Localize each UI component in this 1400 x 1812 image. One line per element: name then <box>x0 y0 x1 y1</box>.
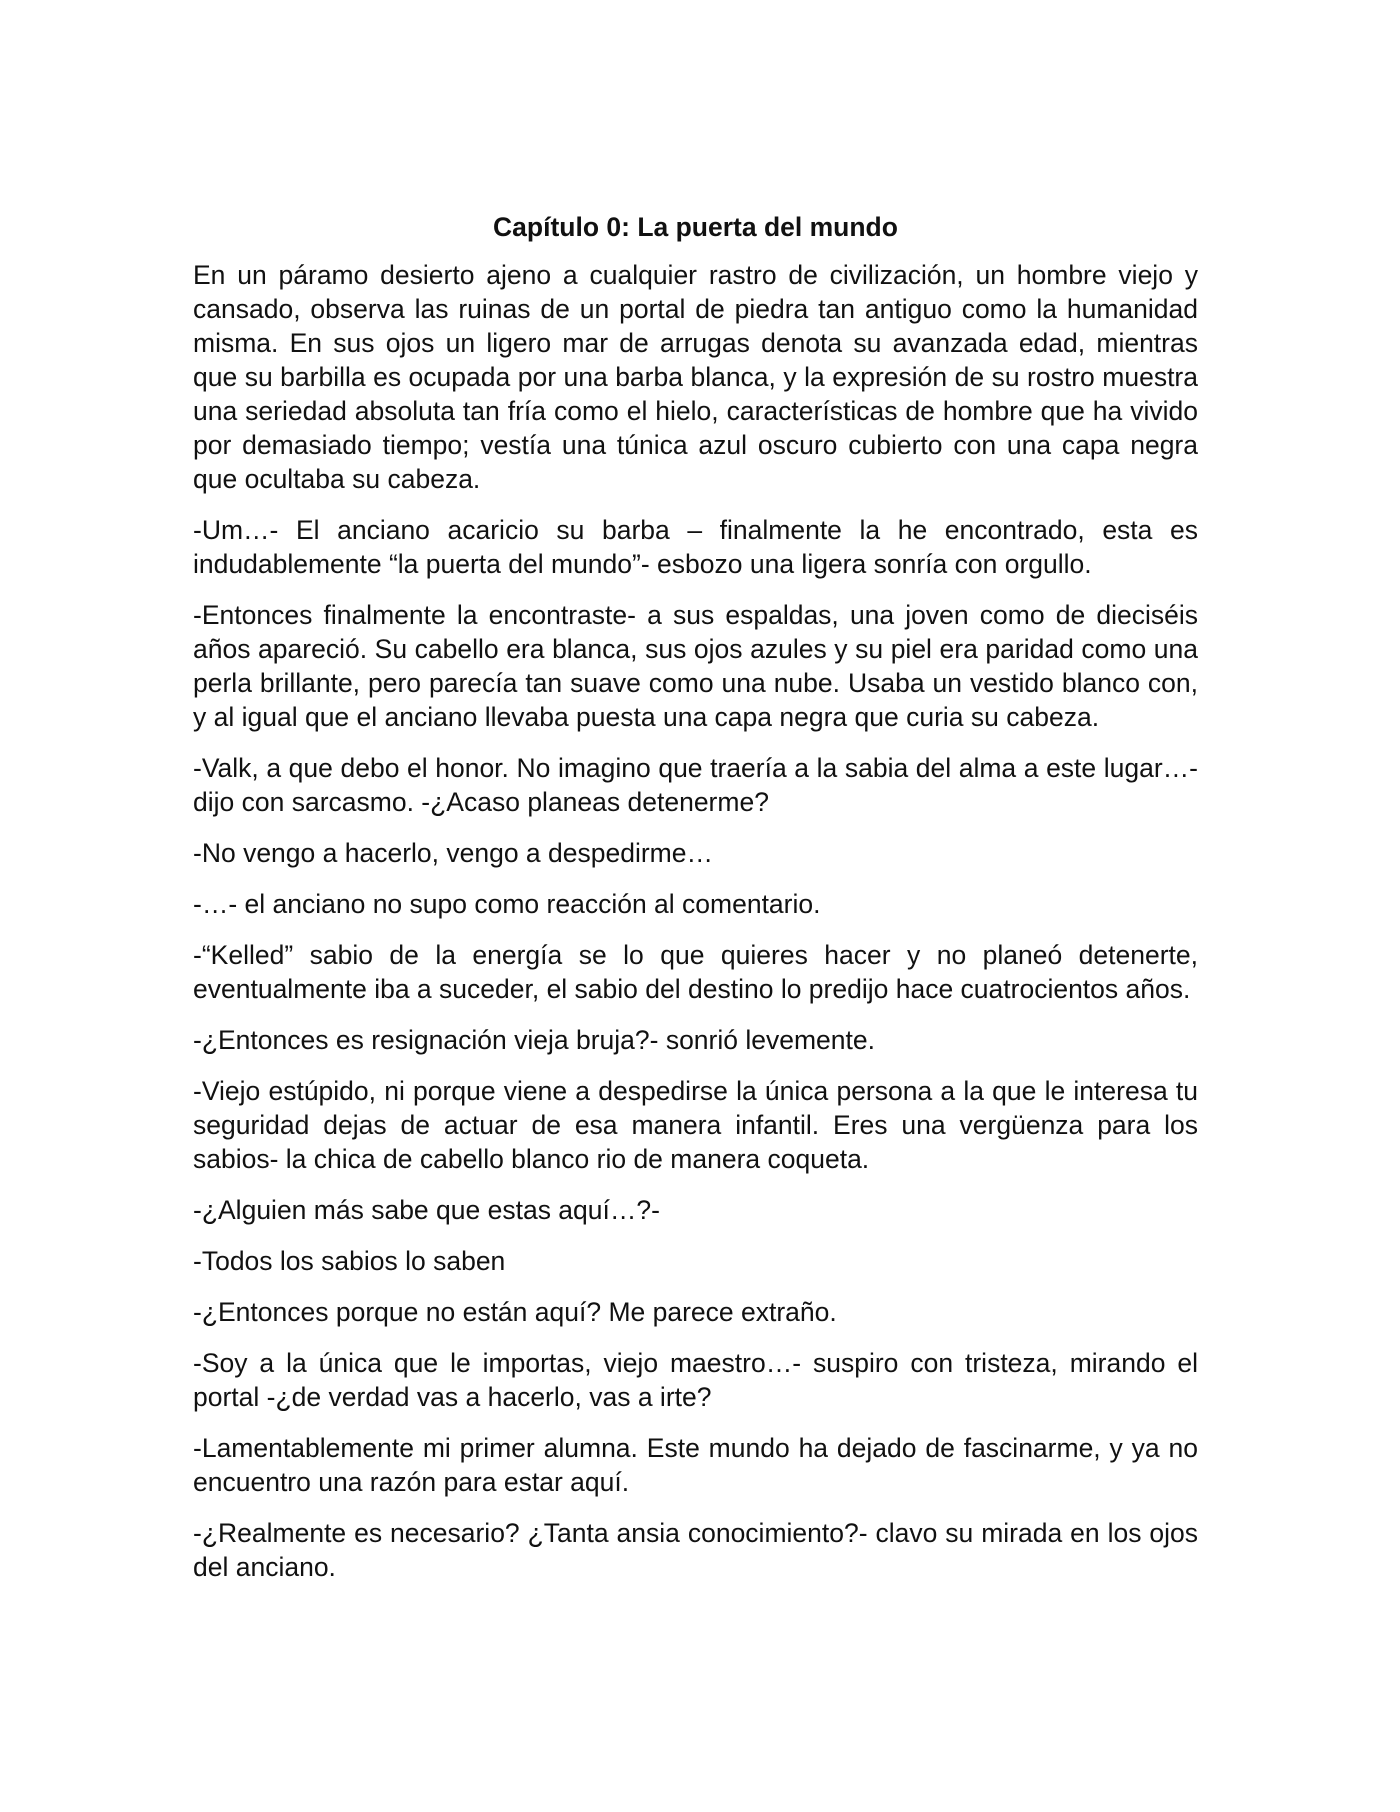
paragraph: -¿Alguien más sabe que estas aquí…?- <box>193 1195 660 1225</box>
paragraph: -Um…- El anciano acaricio su barba – finalmente la he encontrado, esta es indudablemente “la puerta del mundo”- esbozo una ligera sonría con orgullo. <box>193 515 1198 579</box>
paragraph: -¿Entonces es resignación vieja bruja?- sonrió levemente. <box>193 1025 875 1055</box>
chapter-title: Capítulo 0: La puerta del mundo <box>493 212 898 242</box>
paragraph: -¿Entonces porque no están aquí? Me parece extraño. <box>193 1297 837 1327</box>
paragraph: -Viejo estúpido, ni porque viene a despedirse la única persona a la que le interesa tu seguridad dejas de actuar de esa manera infantil. Eres una vergüenza para los sabios- la chica de cabello blanco rio de manera coqueta. <box>193 1076 1198 1174</box>
paragraph: -Lamentablemente mi primer alumna. Este mundo ha dejado de fascinarme, y ya no encuentro una razón para estar aquí. <box>193 1433 1198 1497</box>
paragraph: -Todos los sabios lo saben <box>193 1246 506 1276</box>
paragraph: En un páramo desierto ajeno a cualquier rastro de civilización, un hombre viejo y cansado, observa las ruinas de un portal de piedra tan antiguo como la humanidad misma. En sus ojos un ligero mar de arrugas denota su avanzada edad, mientras que su barbilla es ocupada por una barba blanca, y la expresión de su rostro muestra una seriedad absoluta tan fría como el hielo, características de hombre que ha vivido por demasiado tiempo; vestía una túnica azul oscuro cubierto con una capa negra que ocultaba su cabeza. <box>193 260 1198 494</box>
document-body <box>193 210 1198 1601</box>
paragraph: -Entonces finalmente la encontraste- a sus espaldas, una joven como de dieciséis años apareció. Su cabello era blanca, sus ojos azules y su piel era paridad como una perla brillante, pero parecía tan suave como una nube. Usaba un vestido blanco con, y al igual que el anciano llevaba puesta una capa negra que curia su cabeza. <box>193 600 1198 732</box>
paragraph: -No vengo a hacerlo, vengo a despedirme… <box>193 838 713 868</box>
paragraph: -“Kelled” sabio de la energía se lo que quieres hacer y no planeó detenerte, eventualmente iba a suceder, el sabio del destino lo predijo hace cuatrocientos años. <box>193 940 1198 1004</box>
paragraph: -Soy a la única que le importas, viejo maestro…- suspiro con tristeza, mirando el portal -¿de verdad vas a hacerlo, vas a irte? <box>193 1348 1198 1412</box>
paragraph: -…- el anciano no supo como reacción al comentario. <box>193 889 821 919</box>
paragraph: -¿Realmente es necesario? ¿Tanta ansia conocimiento?- clavo su mirada en los ojos del anciano. <box>193 1518 1198 1582</box>
paragraph: -Valk, a que debo el honor. No imagino que traería a la sabia del alma a este lugar…- dijo con sarcasmo. -¿Acaso planeas detenerme? <box>193 753 1198 817</box>
